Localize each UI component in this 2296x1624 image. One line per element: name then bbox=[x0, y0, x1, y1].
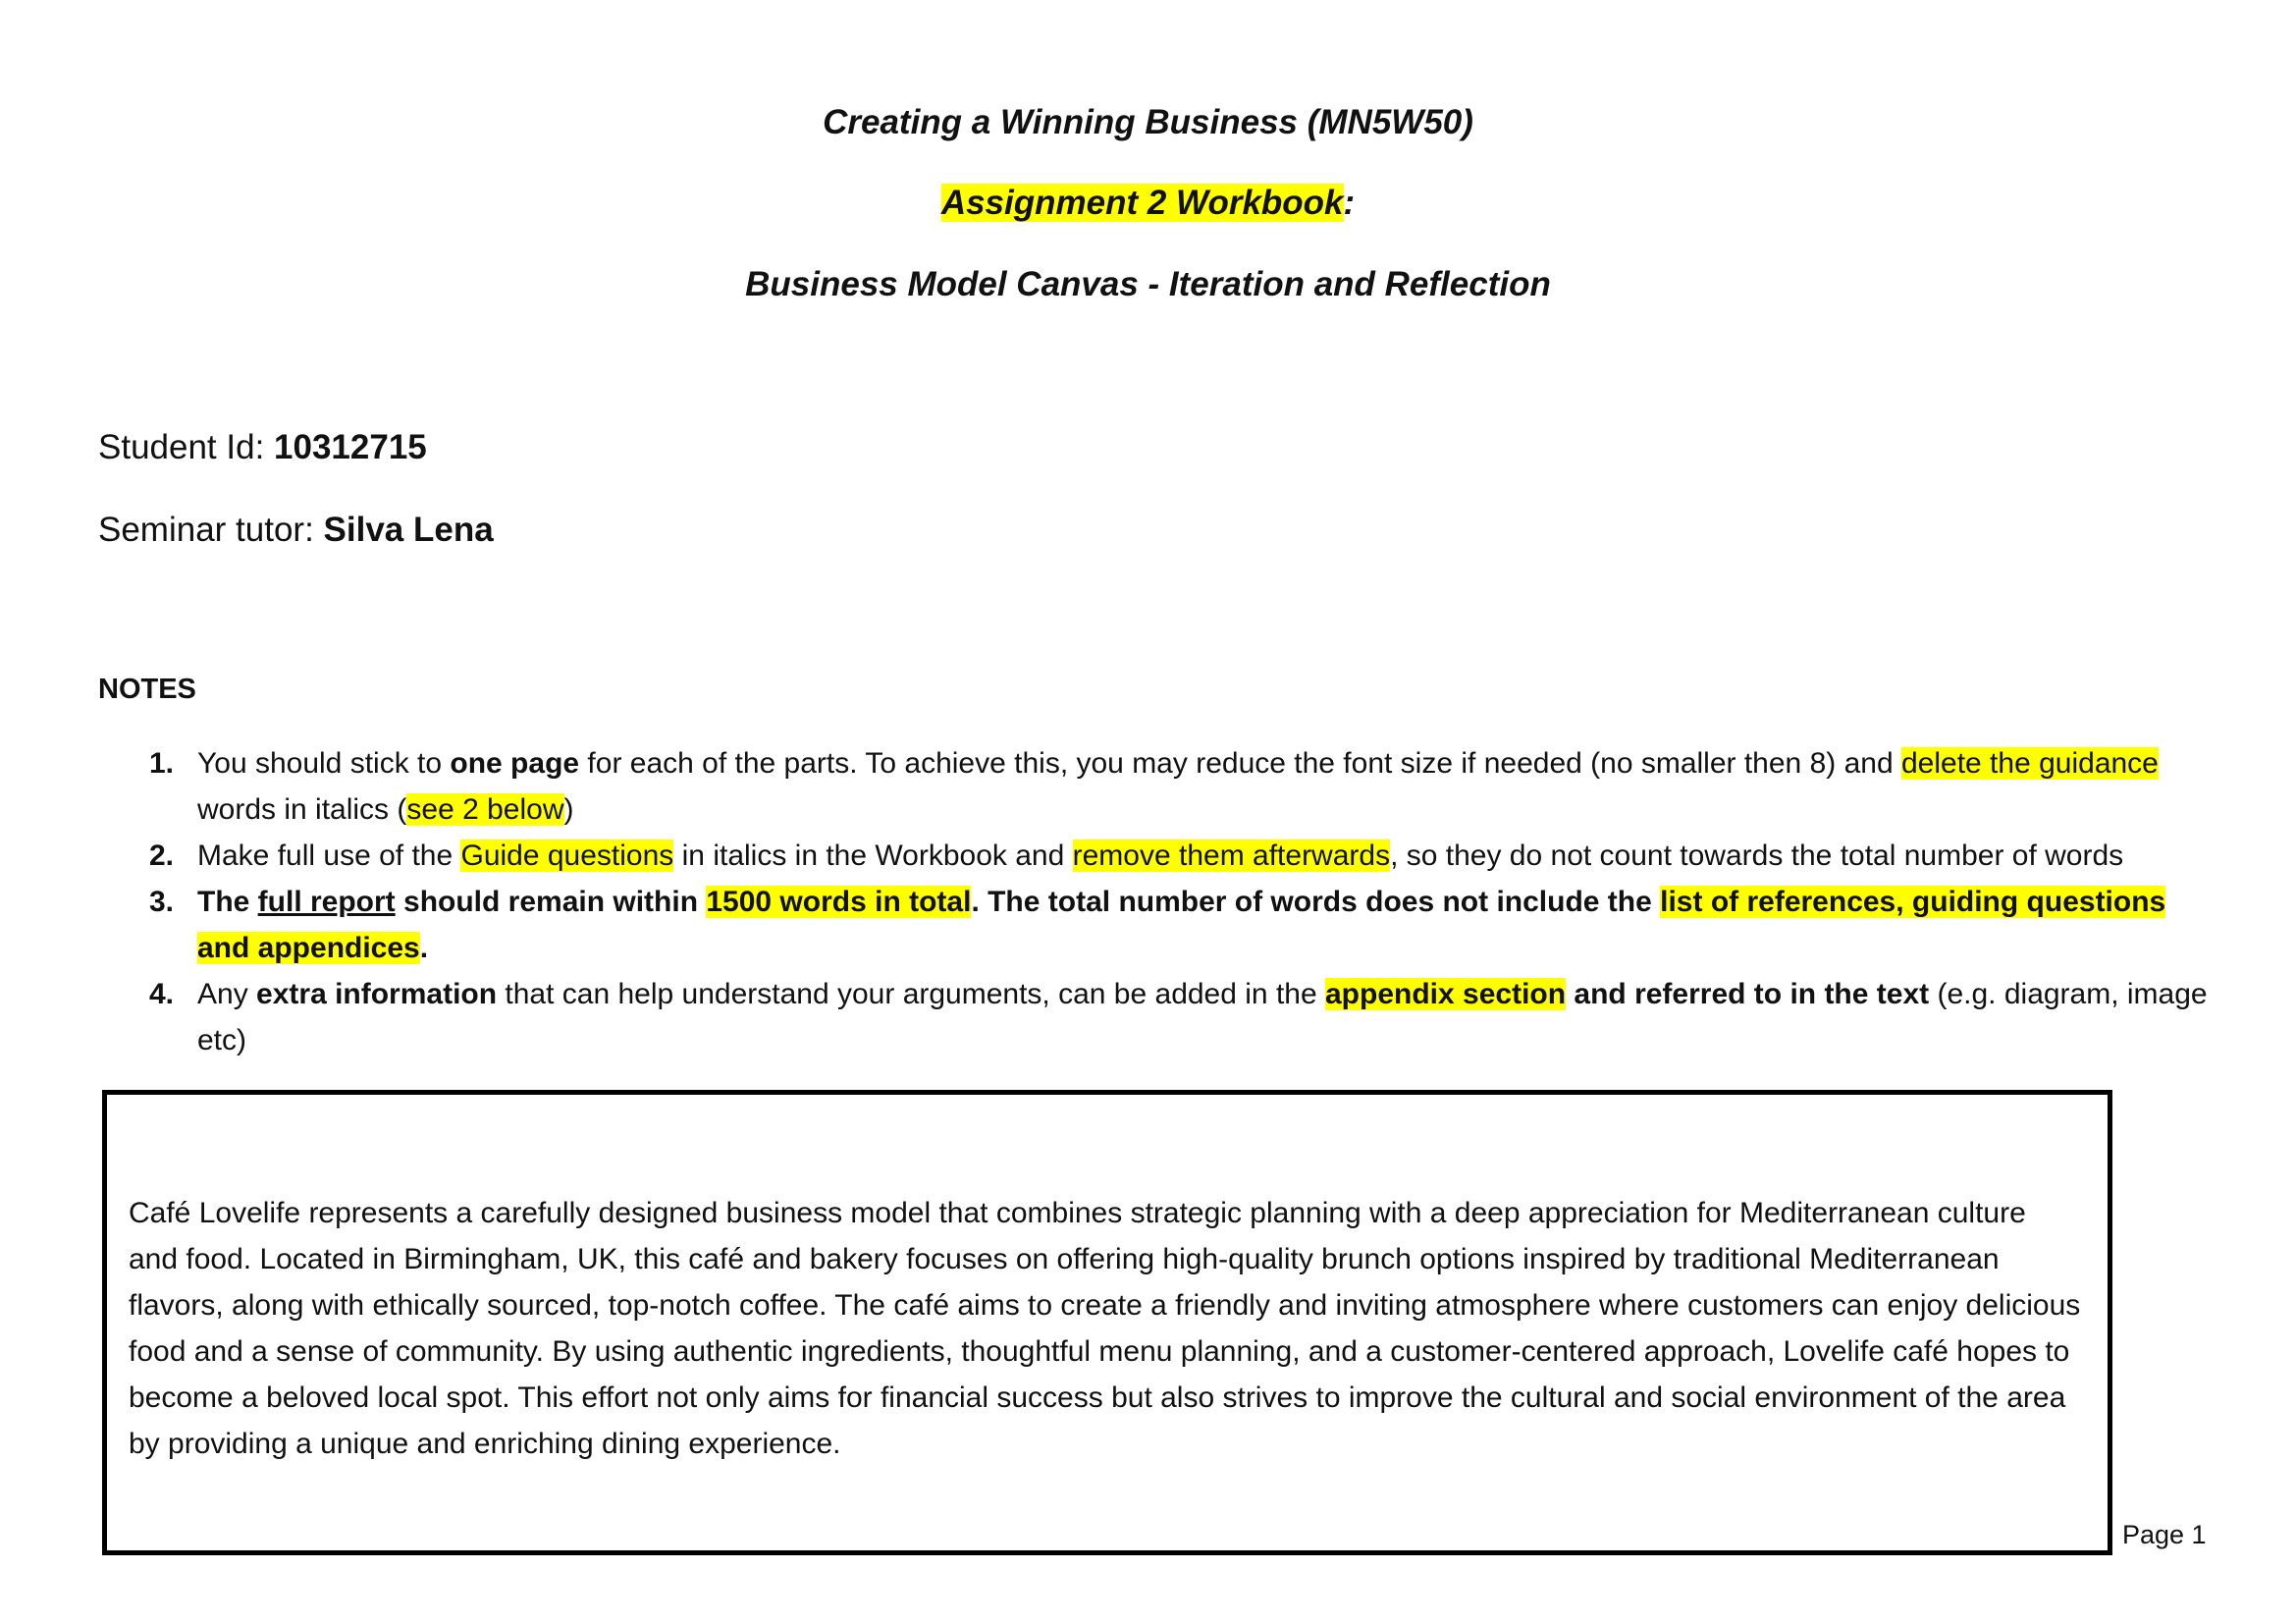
notes-heading: NOTES bbox=[98, 674, 196, 705]
summary-box bbox=[102, 1090, 2112, 1555]
seminar-tutor-value: Silva Lena bbox=[323, 511, 494, 549]
student-id-label: Student Id: bbox=[98, 428, 275, 466]
assignment-title bbox=[0, 182, 2296, 225]
note-highlight: see 2 below bbox=[406, 793, 564, 826]
seminar-tutor-label: Seminar tutor: bbox=[98, 511, 324, 549]
notes-list bbox=[98, 740, 2209, 1063]
note-underline: full report bbox=[257, 886, 396, 918]
note-highlight: appendix section bbox=[1325, 978, 1567, 1010]
note-text: words in italics ( bbox=[197, 793, 407, 826]
course-title: Creating a Winning Business (MN5W50) bbox=[823, 103, 1473, 141]
student-id-value: 10312715 bbox=[274, 428, 427, 466]
note-text: . bbox=[419, 932, 429, 964]
note-number: 2. bbox=[149, 839, 175, 872]
note-number: 3. bbox=[149, 886, 175, 918]
note-item-1 bbox=[98, 740, 2209, 833]
note-number: 1. bbox=[149, 747, 175, 780]
note-text: You should stick to bbox=[197, 747, 451, 780]
note-text: Make full use of the bbox=[197, 839, 461, 872]
note-item-4 bbox=[98, 971, 2209, 1063]
note-text: ) bbox=[563, 793, 574, 826]
student-id-line bbox=[98, 426, 427, 469]
note-text: for each of the parts. To achieve this, you may reduce the font size if needed (no smaller then 8) and bbox=[579, 747, 1901, 780]
note-text: Any bbox=[197, 978, 257, 1010]
document-subtitle: Business Model Canvas - Iteration and Reflection bbox=[745, 265, 1551, 303]
note-highlight: delete the guidance bbox=[1900, 747, 2159, 780]
note-text: (e.g. diagram, image etc) bbox=[197, 978, 2208, 1056]
note-highlight: list of references, guiding questions and appendices bbox=[197, 886, 2166, 964]
note-text: in italics in the Workbook and bbox=[673, 839, 1073, 872]
summary-text: Café Lovelife represents a carefully designed business model that combines strategic planning with a deep appreciation for Mediterranean culture and food. Located in Birmingham, UK, this café and bakery focuses on offering high-quality brunch options inspired by traditional Mediterranean flavors, along with ethically sourced, top-notch coffee. The café aims to create a friendly and inviting atmosphere where customers can enjoy delicious food and a sense of community. By using authentic ingredients, thoughtful menu planning, and a customer-centered approach, Lovelife café hopes to become a beloved local spot. This effort not only aims for financial success but also strives to improve the cultural and social environment of the area by providing a unique and enriching dining experience. bbox=[129, 1197, 2081, 1460]
page-number: Page 1 bbox=[2122, 1520, 2207, 1549]
note-highlight: Guide questions bbox=[460, 839, 674, 872]
assignment-title-colon: : bbox=[1343, 184, 1356, 222]
note-text: that can help understand your arguments, can be added in the bbox=[497, 978, 1325, 1010]
note-text: , so they do not count towards the total number of words bbox=[1390, 839, 2124, 872]
assignment-title-highlight: Assignment 2 Workbook bbox=[940, 184, 1344, 222]
note-emphasis: one page bbox=[450, 747, 580, 780]
note-text: The bbox=[197, 886, 258, 918]
note-emphasis: and referred to in the text bbox=[1566, 978, 1930, 1010]
note-text: . The total number of words does not include the bbox=[971, 886, 1661, 918]
note-item-3 bbox=[98, 879, 2209, 971]
note-text: should remain within bbox=[395, 886, 707, 918]
note-item-2 bbox=[98, 833, 2209, 879]
note-number: 4. bbox=[149, 978, 175, 1010]
note-highlight: 1500 words in total bbox=[706, 886, 972, 918]
note-emphasis: extra information bbox=[256, 978, 498, 1010]
note-highlight: remove them afterwards bbox=[1072, 839, 1391, 872]
seminar-tutor-line bbox=[98, 509, 494, 552]
